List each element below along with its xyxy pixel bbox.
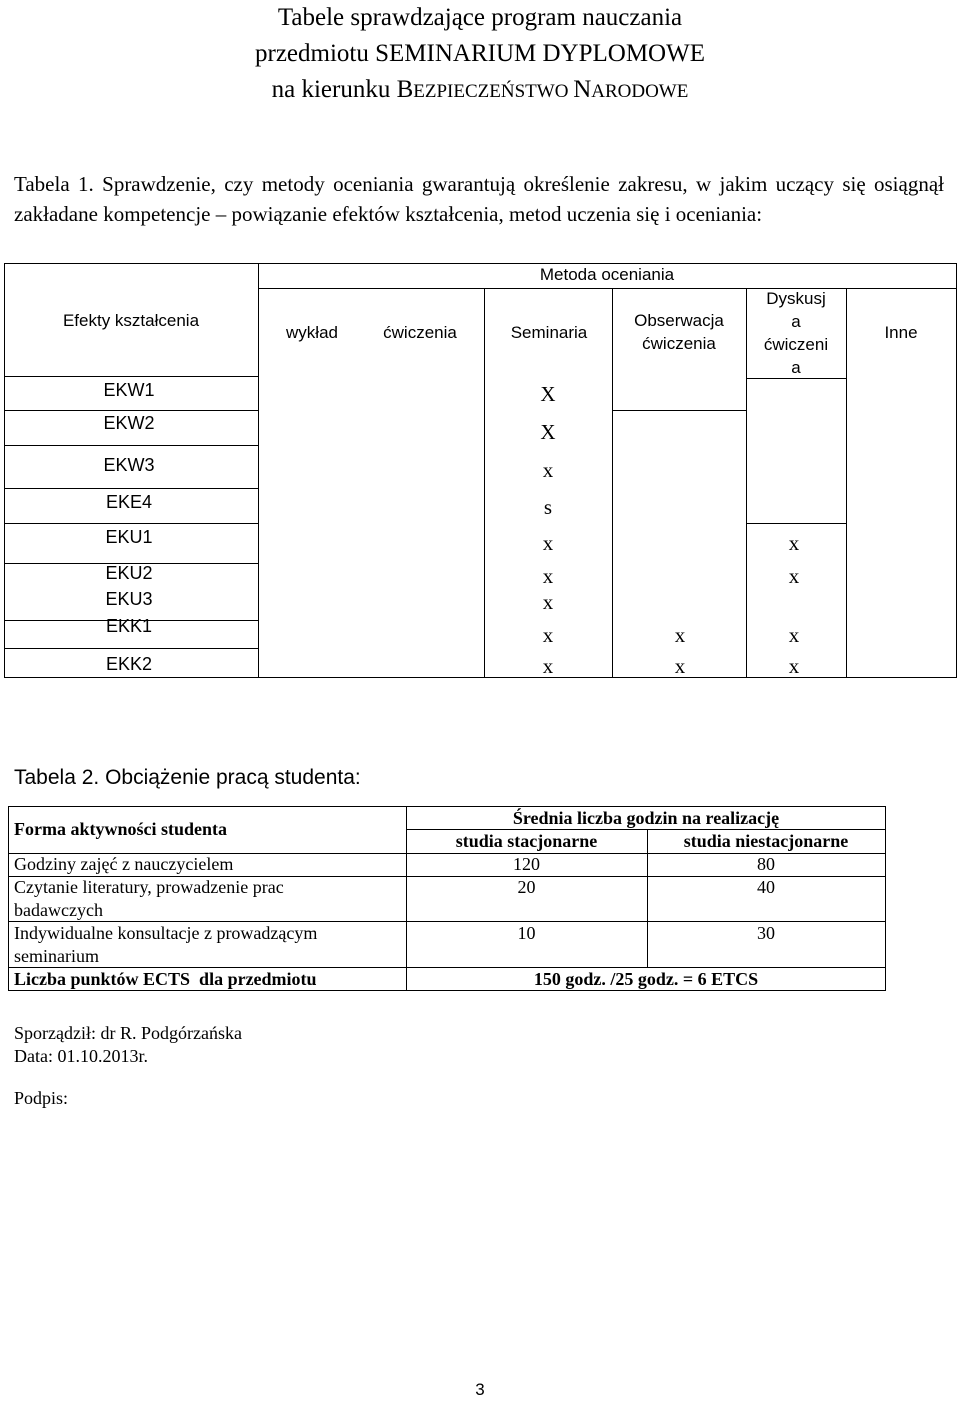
row-label: EKK1 (105, 616, 153, 636)
mark-dyskusja: x (788, 531, 800, 555)
header-wyklad: wykład (286, 323, 338, 342)
signature-label: Podpis: (14, 1088, 69, 1108)
workload-label: Indywidualne konsultacje z prowadzącym seminarium (14, 923, 318, 966)
value-stacjonarne: 10 (517, 923, 536, 943)
header-method: Metoda oceniania (539, 265, 675, 284)
workload-label: Czytanie literatury, prowadzenie prac badawczych (14, 877, 284, 920)
date: Data: 01.10.2013r. (14, 1046, 148, 1066)
title-line-3: na kierunku BEZPIECZEŃSTWO NARODOWE (271, 76, 689, 103)
mark-seminaria: x (542, 458, 554, 482)
table2-caption: Tabela 2. Obciążenie pracą studenta: (14, 766, 361, 789)
page-number: 3 (475, 1380, 485, 1399)
signature-block (14, 1022, 242, 1110)
header-dyskusja: Dyskusj a ćwiczeni a (763, 289, 829, 377)
value-niestacjonarne: 30 (757, 923, 775, 943)
header-obserwacja: Obserwacja ćwiczenia (634, 311, 724, 353)
prepared-by: Sporządził: dr R. Podgórzańska (14, 1023, 242, 1043)
row-label: EKK2 (105, 654, 153, 674)
mark-dyskusja: x (788, 564, 800, 588)
mark-dyskusja: x (788, 654, 800, 678)
title-line-1: Tabele sprawdzające program nauczania (277, 4, 683, 31)
mark-dyskusja: x (788, 623, 800, 647)
mark-seminaria: X (540, 420, 556, 444)
header-forma: Forma aktywności studenta (14, 819, 228, 839)
row-label: EKW3 (103, 455, 155, 475)
row-label: EKE4 (105, 492, 153, 512)
header-niestacjonarne: studia niestacjonarne (683, 831, 849, 851)
value-niestacjonarne: 40 (757, 877, 775, 897)
value-stacjonarne: 120 (513, 854, 540, 874)
header-inne: Inne (884, 323, 918, 342)
mark-seminaria: x (542, 623, 554, 647)
header-seminaria: Seminaria (510, 323, 588, 342)
workload-label: Godziny zajęć z nauczycielem (14, 854, 234, 874)
value-niestacjonarne: 80 (757, 854, 775, 874)
value-stacjonarne: 20 (517, 877, 536, 897)
mark-obserwacja: x (674, 654, 686, 678)
row-label: EKW1 (103, 380, 155, 400)
row-label: EKU2 (105, 563, 153, 583)
mark-seminaria: x (542, 654, 554, 678)
mark-obserwacja: x (674, 623, 686, 647)
row-label: EKU1 (105, 527, 153, 547)
mark-seminaria: x (542, 531, 554, 555)
title-line-2: przedmiotu SEMINARIUM DYPLOMOWE (255, 40, 705, 67)
header-cwiczenia: ćwiczenia (383, 323, 457, 342)
table1-caption: Tabela 1. Sprawdzenie, czy metody oceniania gwarantują określenie zakresu, w jakim uczący się osiągnął zakładane kompetencje – powiązanie efektów kształcenia, metod uczenia się i oceniania: (14, 172, 944, 226)
ects-value: 150 godz. /25 godz. = 6 ETCS (533, 969, 759, 989)
mark-seminaria: x (542, 564, 554, 588)
header-effects: Efekty kształcenia (62, 311, 200, 330)
mark-seminaria: x (542, 590, 554, 614)
header-stacjonarne: studia stacjonarne (455, 831, 598, 851)
row-label: EKU3 (105, 589, 153, 609)
row-label: EKW2 (103, 413, 155, 433)
ects-label: Liczba punktów ECTS dla przedmiotu (14, 969, 317, 989)
mark-seminaria: X (540, 382, 556, 406)
mark-seminaria: s (543, 495, 553, 519)
header-srednia: Średnia liczba godzin na realizację (512, 808, 780, 828)
